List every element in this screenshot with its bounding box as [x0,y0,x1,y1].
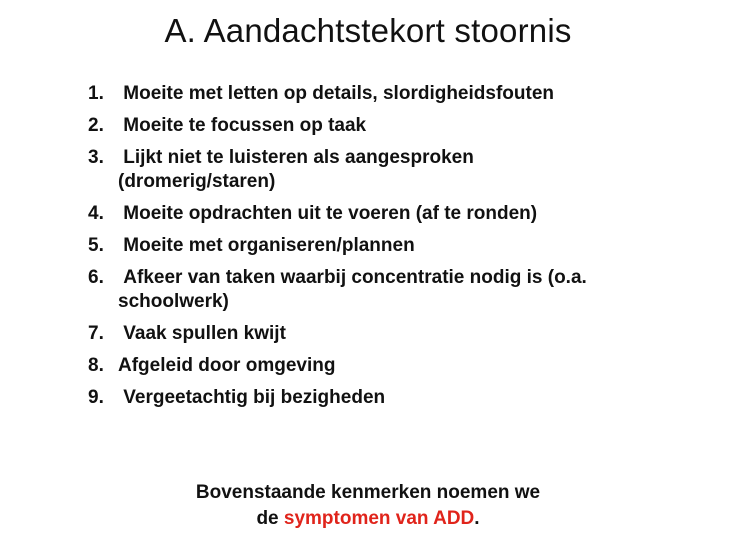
list-item [88,386,688,410]
list-item-number: 1. [88,83,104,104]
list-item [88,82,688,106]
list-item-number: 6. [88,267,104,288]
list-item-number: 4. [88,203,104,224]
footer-line-2-suffix: . [474,508,480,529]
list-item-number: 5. [88,235,104,256]
list-item-text: Afkeer van taken waarbij concentratie nodig is (o.a. schoolwerk) [118,267,587,312]
footer-line-2 [0,506,736,532]
list-item-text: Moeite met organiseren/plannen [118,235,415,256]
list-item-text: Afgeleid door omgeving [118,355,336,376]
list-item [88,354,688,378]
list-item-text: Vaak spullen kwijt [118,323,286,344]
list-item-text: Vergeetachtig bij bezigheden [118,387,386,408]
slide-title: A. Aandachtstekort stoornis [164,12,572,49]
list-item-text: Moeite te focussen op taak [118,115,367,136]
footer-line-1: Bovenstaande kenmerken noemen we [195,482,541,503]
footer-line-2-prefix: de [256,508,284,529]
list-item [88,322,688,346]
list-item [88,266,688,314]
footer-note [0,480,736,532]
list-item [88,234,688,258]
list-item-number: 8. [88,355,104,376]
list-item [88,114,688,138]
list-item [88,146,688,194]
footer-highlight: symptomen van ADD [283,508,475,529]
list-item-text: Lijkt niet te luisteren als aangesproken (dromerig/staren) [118,147,474,192]
list-item-number: 3. [88,147,104,168]
list-item-number: 7. [88,323,104,344]
list-item-text: Moeite opdrachten uit te voeren (af te ronden) [118,203,538,224]
list-item [88,202,688,226]
list-item-text: Moeite met letten op details, slordigheidsfouten [118,83,554,104]
list-item-number: 9. [88,387,104,408]
list-item-number: 2. [88,115,104,136]
symptom-list [88,82,688,418]
